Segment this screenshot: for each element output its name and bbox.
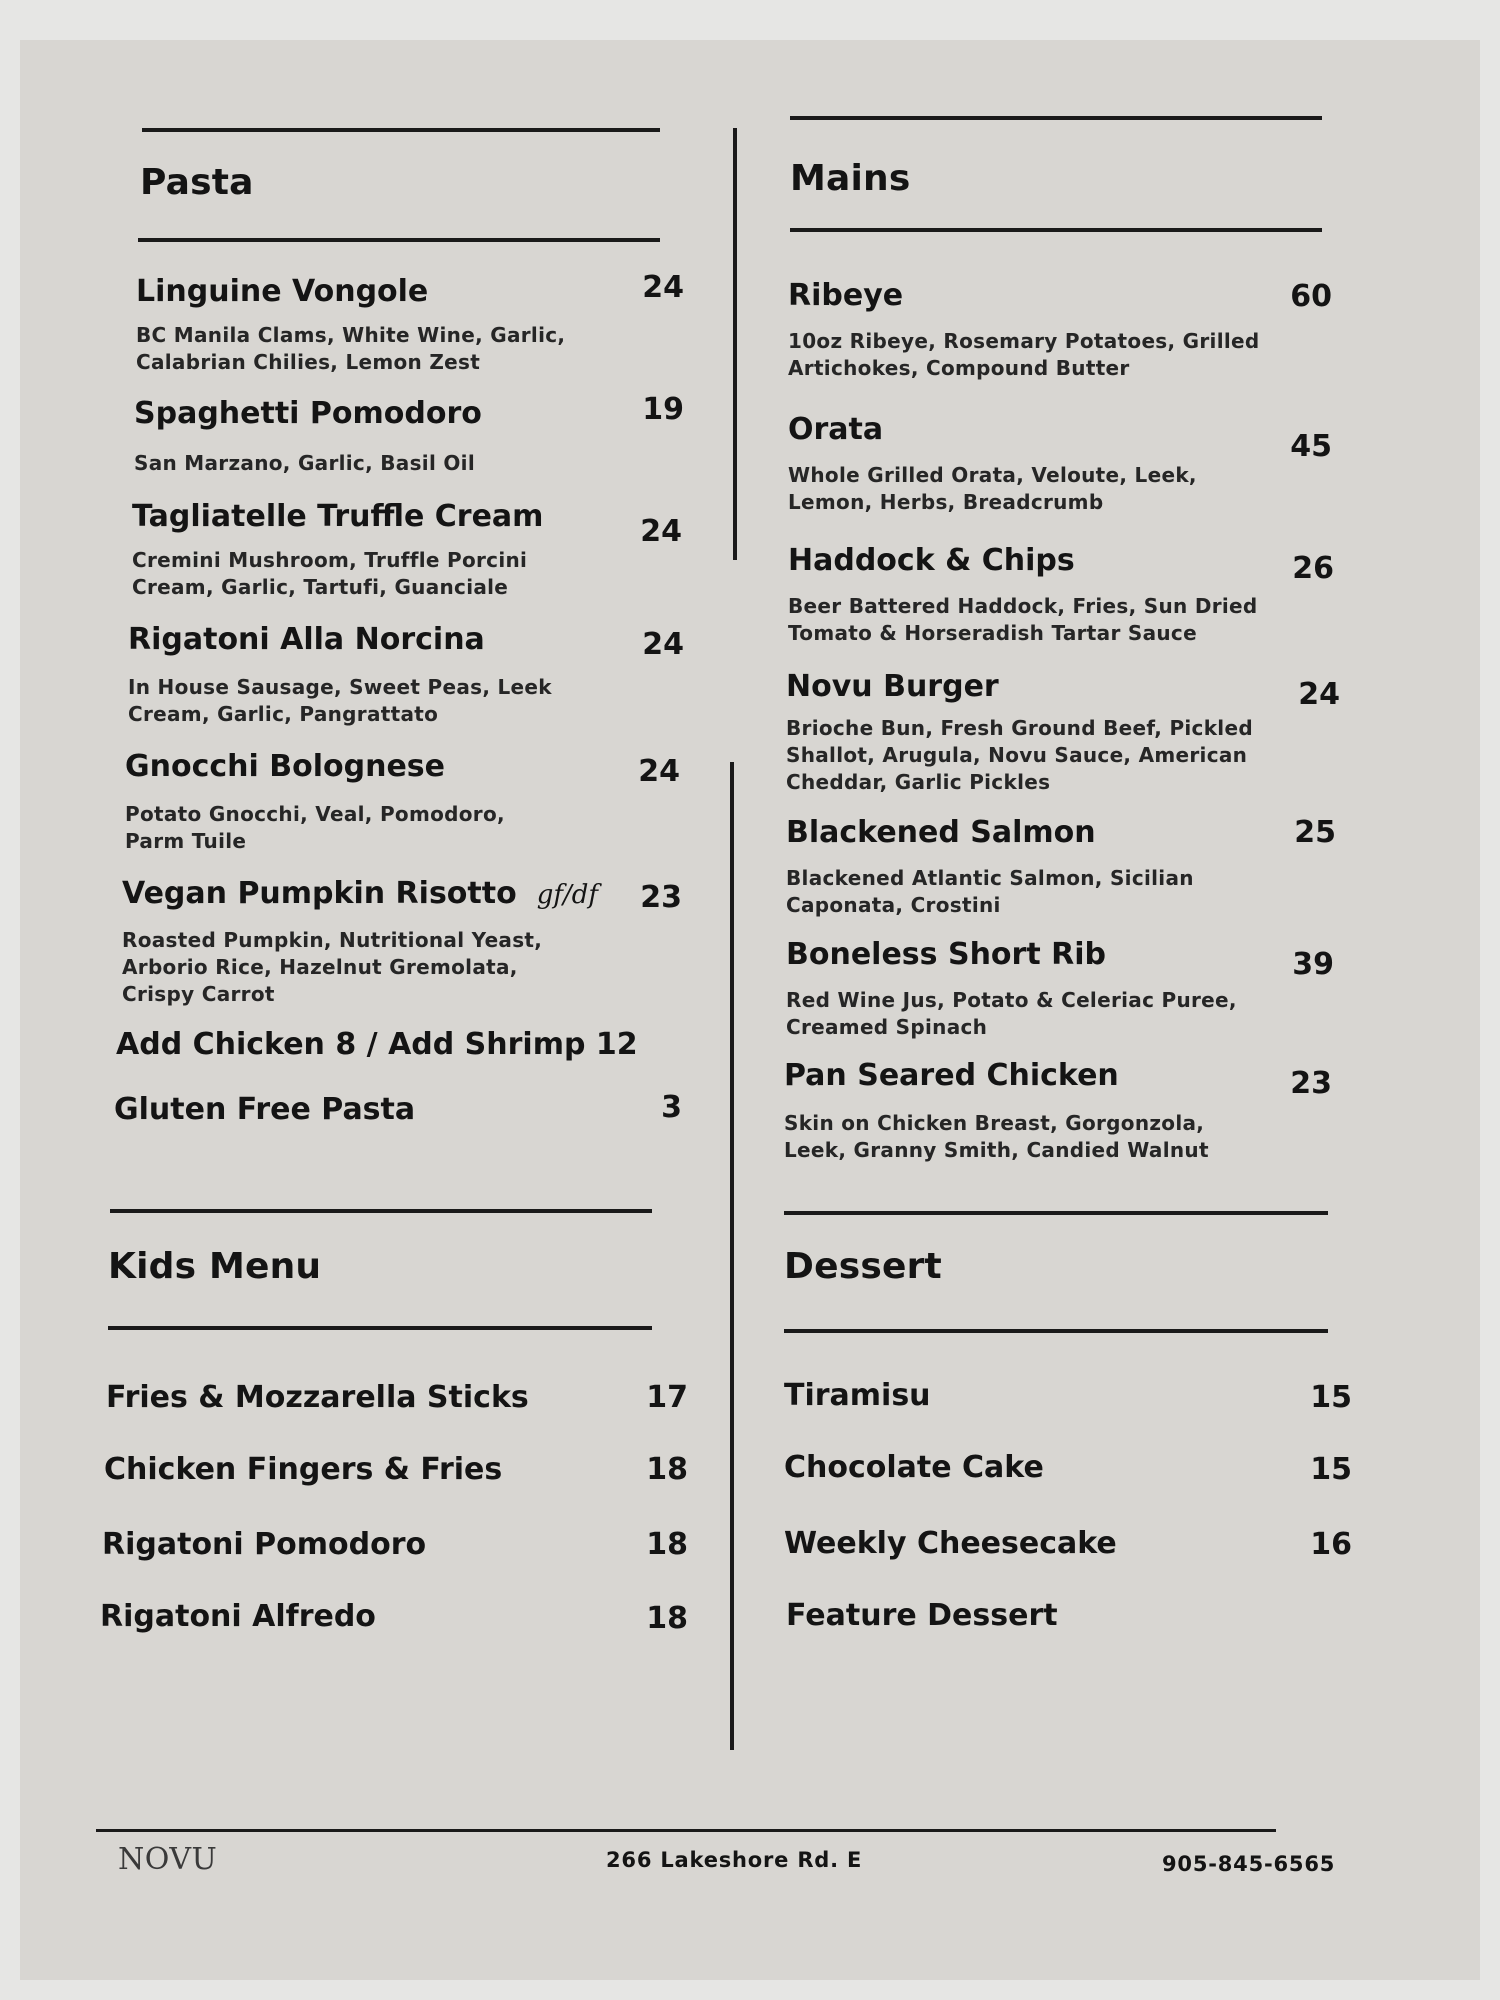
dessert-item: Feature Dessert bbox=[786, 1598, 1058, 1633]
item-price: 23 bbox=[1290, 1066, 1332, 1101]
dessert-item: Chocolate Cake bbox=[784, 1450, 1044, 1485]
item-name: Vegan Pumpkin Risotto bbox=[122, 876, 517, 911]
item-description: Whole Grilled Orata, Veloute, Leek, Lemon, Herbs, Breadcrumb bbox=[788, 463, 1197, 514]
mains-item bbox=[784, 1056, 1344, 1164]
column-divider-bottom bbox=[730, 762, 734, 1750]
item-description: San Marzano, Garlic, Basil Oil bbox=[134, 451, 475, 475]
item-price: 3 bbox=[661, 1090, 682, 1125]
pasta-bottom-rule bbox=[138, 238, 660, 242]
mains-top-rule bbox=[790, 116, 1322, 120]
item-description: Skin on Chicken Breast, Gorgonzola, Leek, Granny Smith, Candied Walnut bbox=[784, 1111, 1209, 1162]
item-price: 39 bbox=[1292, 947, 1334, 982]
kids-title: Kids Menu bbox=[108, 1246, 322, 1287]
item-price: 19 bbox=[642, 392, 684, 427]
item-description: Potato Gnocchi, Veal, Pomodoro, Parm Tuile bbox=[125, 802, 505, 853]
item-name: Novu Burger bbox=[786, 669, 999, 704]
item-description: Red Wine Jus, Potato & Celeriac Puree, Creamed Spinach bbox=[786, 988, 1237, 1039]
item-price: 24 bbox=[642, 270, 684, 305]
item-description: Brioche Bun, Fresh Ground Beef, Pickled Shallot, Arugula, Novu Sauce, American Cheddar, Garlic Pickles bbox=[786, 716, 1253, 794]
kids-item: Chicken Fingers & Fries bbox=[104, 1452, 503, 1487]
pasta-addons: Add Chicken 8 / Add Shrimp 12 bbox=[116, 1027, 638, 1062]
item-price: 17 bbox=[646, 1380, 688, 1415]
pasta-item bbox=[134, 394, 694, 477]
item-name: Pan Seared Chicken bbox=[784, 1058, 1119, 1093]
item-description: Cremini Mushroom, Truffle Porcini Cream, Garlic, Tartufi, Guanciale bbox=[132, 548, 528, 599]
mains-bottom-rule bbox=[790, 228, 1322, 232]
item-price: 18 bbox=[646, 1527, 688, 1562]
pasta-item bbox=[132, 497, 692, 601]
item-price: 24 bbox=[640, 514, 682, 549]
item-price: 15 bbox=[1310, 1380, 1352, 1415]
mains-item bbox=[786, 667, 1346, 796]
mains-title: Mains bbox=[790, 158, 911, 199]
pasta-item bbox=[128, 620, 688, 728]
dessert-title: Dessert bbox=[784, 1246, 942, 1287]
item-price: 18 bbox=[646, 1452, 688, 1487]
item-name: Tagliatelle Truffle Cream bbox=[132, 499, 544, 534]
item-description: In House Sausage, Sweet Peas, Leek Cream, Garlic, Pangrattato bbox=[128, 675, 552, 726]
brand-logo: NOVU bbox=[118, 1842, 218, 1877]
phone-number: 905-845-6565 bbox=[1162, 1852, 1336, 1876]
item-price: 18 bbox=[646, 1601, 688, 1636]
item-price: 45 bbox=[1290, 429, 1332, 464]
dessert-item: Weekly Cheesecake bbox=[784, 1526, 1117, 1561]
item-description: Blackened Atlantic Salmon, Sicilian Caponata, Crostini bbox=[786, 866, 1194, 917]
item-price: 60 bbox=[1290, 279, 1332, 314]
pasta-item bbox=[136, 272, 696, 376]
item-name: Ribeye bbox=[788, 278, 904, 313]
address: 266 Lakeshore Rd. E bbox=[606, 1848, 863, 1872]
item-description: Roasted Pumpkin, Nutritional Yeast, Arborio Rice, Hazelnut Gremolata, Crispy Carrot bbox=[122, 928, 543, 1006]
item-name: Gnocchi Bolognese bbox=[125, 749, 445, 784]
item-description: Beer Battered Haddock, Fries, Sun Dried Tomato & Horseradish Tartar Sauce bbox=[788, 594, 1258, 645]
dessert-item: Tiramisu bbox=[784, 1378, 931, 1413]
item-name: Linguine Vongole bbox=[136, 274, 429, 309]
item-description: 10oz Ribeye, Rosemary Potatoes, Grilled Artichokes, Compound Butter bbox=[788, 329, 1260, 380]
item-price: 24 bbox=[642, 627, 684, 662]
footer-rule bbox=[96, 1829, 1276, 1832]
item-price: 23 bbox=[640, 880, 682, 915]
item-name: Haddock & Chips bbox=[788, 543, 1075, 578]
item-price: 25 bbox=[1294, 815, 1336, 850]
gluten-free-item: Gluten Free Pasta bbox=[114, 1092, 416, 1127]
item-price: 16 bbox=[1310, 1527, 1352, 1562]
pasta-item bbox=[122, 874, 682, 1008]
item-name-row bbox=[122, 874, 682, 915]
pasta-title: Pasta bbox=[140, 162, 254, 203]
item-price: 24 bbox=[1298, 677, 1340, 712]
pasta-item bbox=[125, 747, 685, 855]
column-divider-top bbox=[733, 128, 737, 560]
item-name: Spaghetti Pomodoro bbox=[134, 396, 482, 431]
item-name: Rigatoni Alla Norcina bbox=[128, 622, 485, 657]
kids-item: Rigatoni Alfredo bbox=[100, 1599, 376, 1634]
item-price: 24 bbox=[638, 754, 680, 789]
mains-item bbox=[786, 935, 1346, 1041]
kids-bottom-rule bbox=[108, 1326, 652, 1330]
item-name: Boneless Short Rib bbox=[786, 937, 1106, 972]
item-description: BC Manila Clams, White Wine, Garlic, Calabrian Chilies, Lemon Zest bbox=[136, 323, 566, 374]
dessert-bottom-rule bbox=[784, 1329, 1328, 1333]
kids-top-rule bbox=[110, 1209, 652, 1213]
item-price: 26 bbox=[1292, 551, 1334, 586]
mains-item bbox=[786, 813, 1346, 919]
kids-item: Rigatoni Pomodoro bbox=[102, 1527, 427, 1562]
kids-item: Fries & Mozzarella Sticks bbox=[106, 1380, 529, 1415]
item-name: Orata bbox=[788, 412, 884, 447]
dessert-top-rule bbox=[784, 1211, 1328, 1215]
pasta-top-rule bbox=[142, 128, 660, 132]
item-name: Blackened Salmon bbox=[786, 815, 1096, 850]
dietary-tag: gf/df bbox=[536, 880, 598, 910]
item-price: 15 bbox=[1310, 1452, 1352, 1487]
